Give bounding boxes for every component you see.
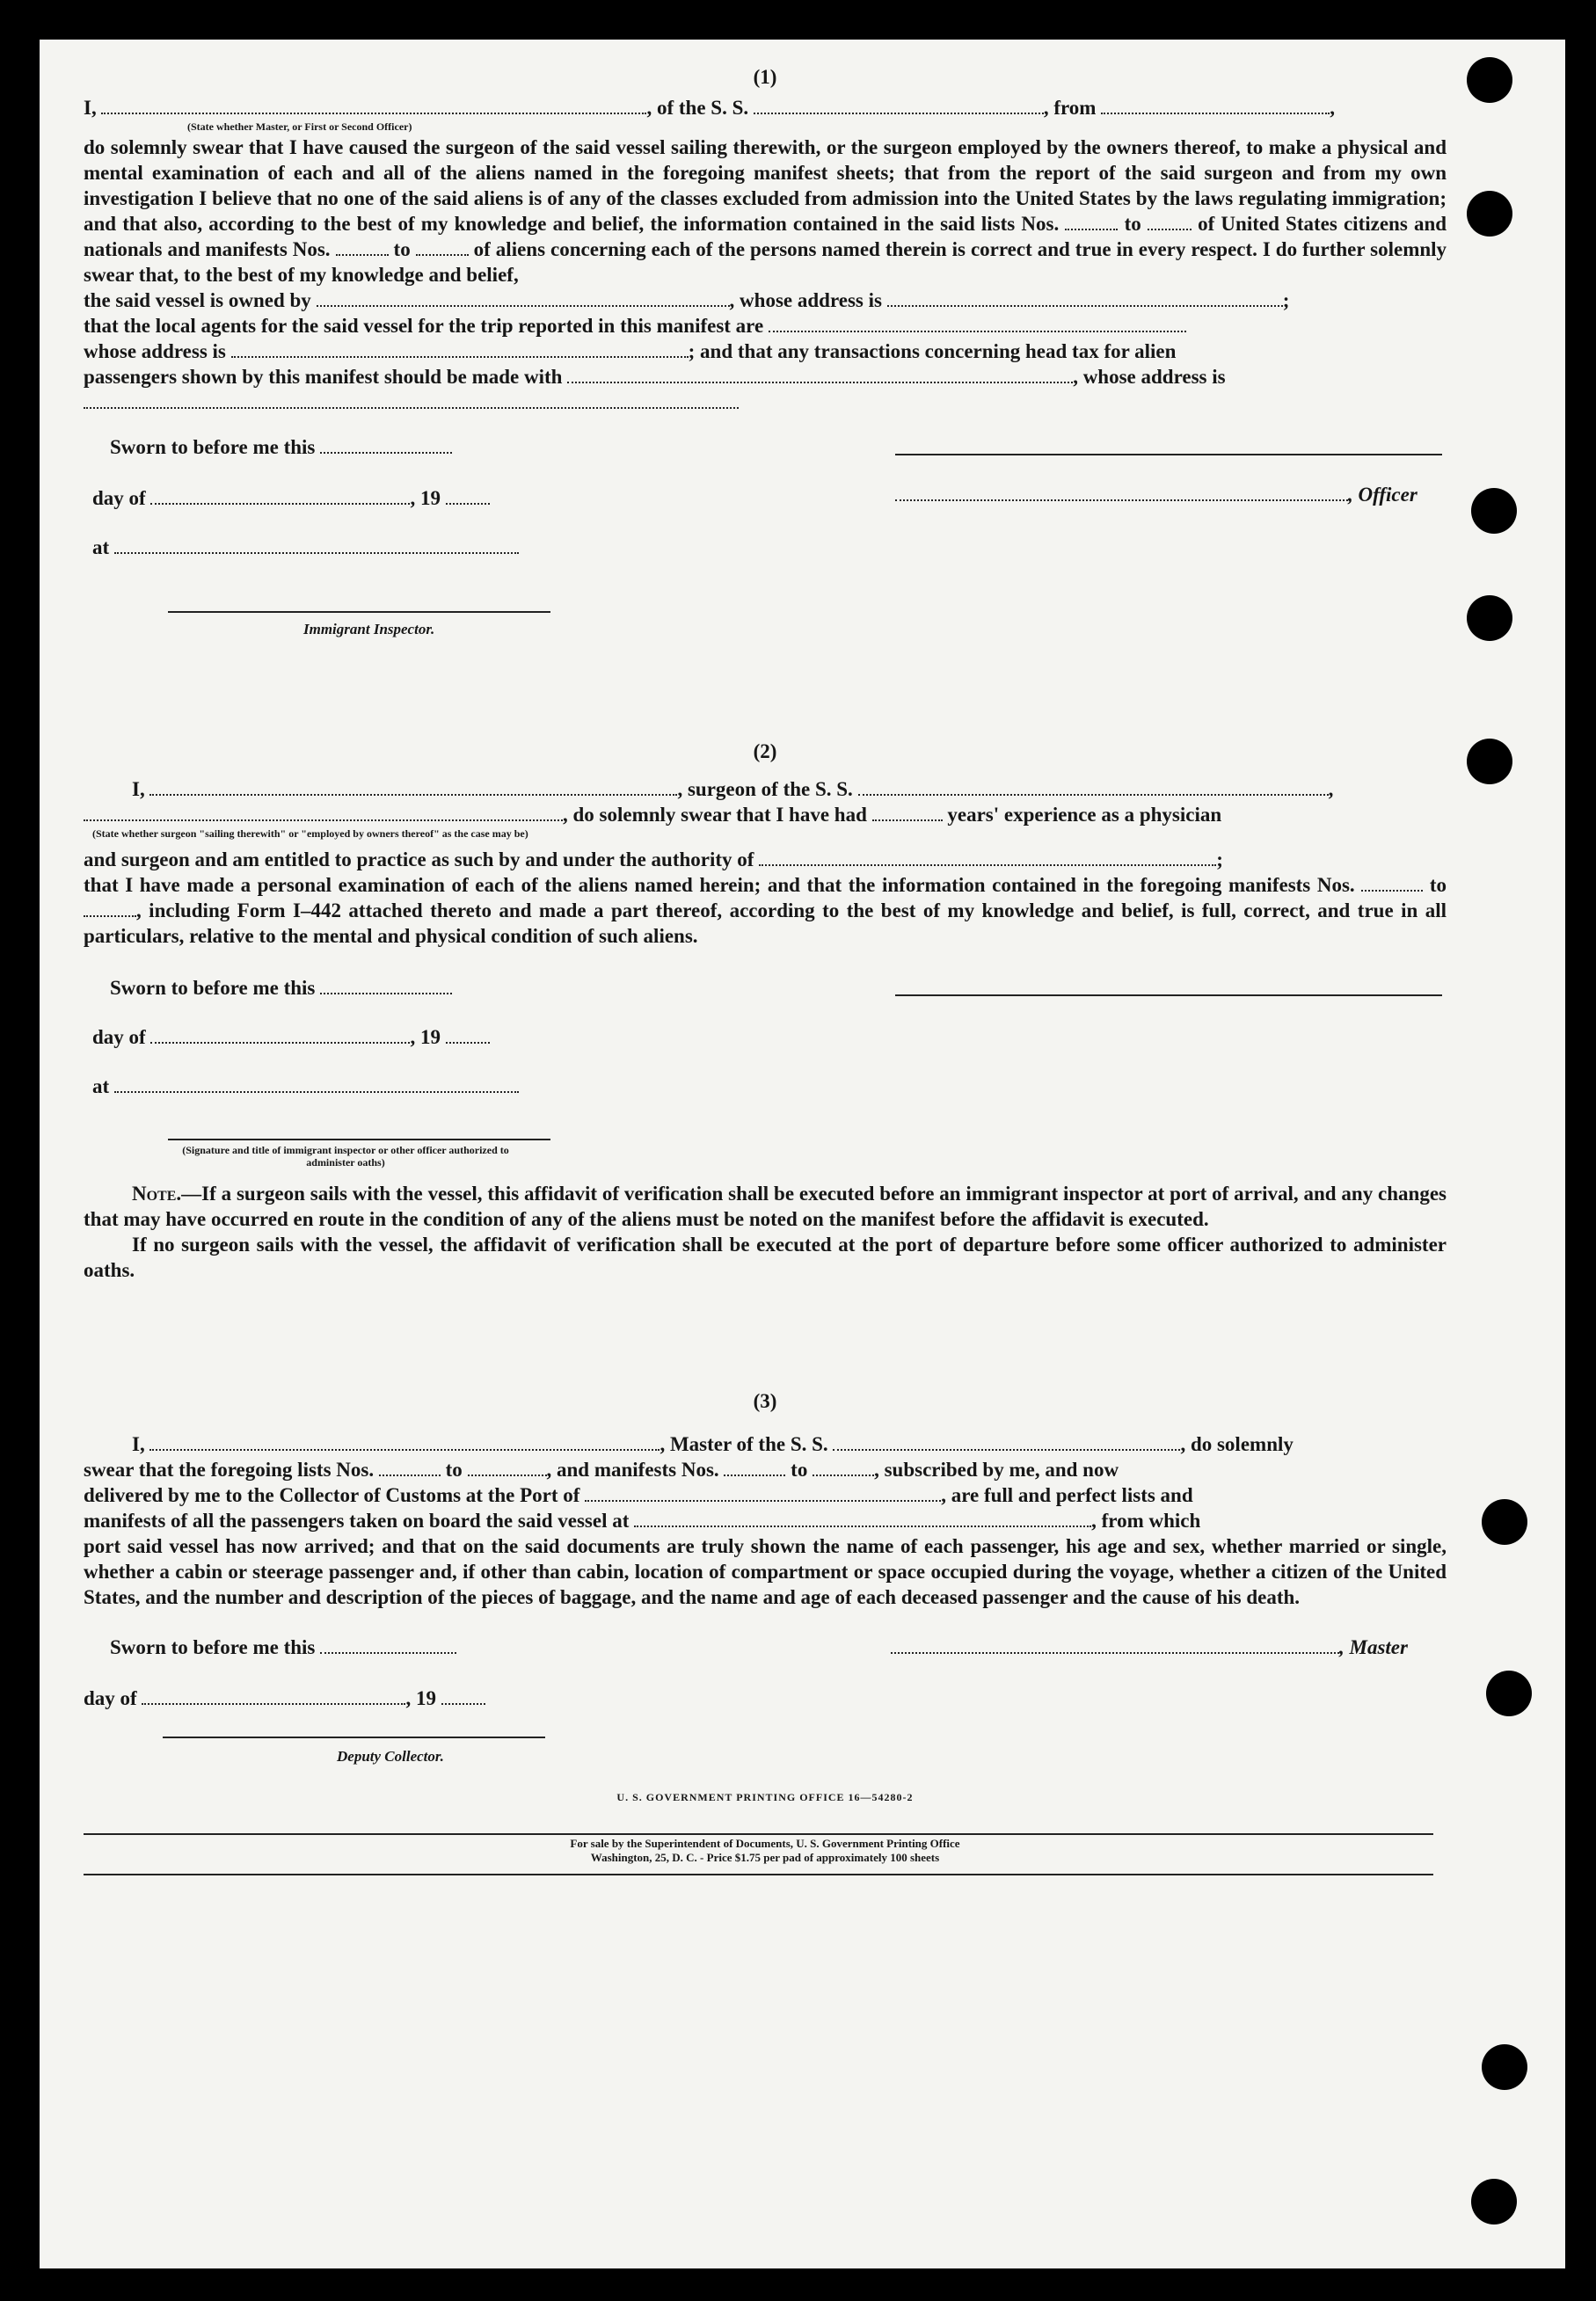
authority-field[interactable]: [759, 847, 1216, 866]
punch-hole: [1467, 595, 1512, 641]
label-day-of: day of: [84, 1687, 137, 1709]
printing-office: U. S. GOVERNMENT PRINTING OFFICE 16—54280-2: [616, 1791, 914, 1803]
label-at: at: [92, 1075, 110, 1097]
officer-name-field[interactable]: [101, 95, 646, 114]
at-location-field[interactable]: [114, 535, 519, 554]
head-tax-contact-field[interactable]: [567, 364, 1073, 383]
note-text: —If a surgeon sails with the vessel, this affidavit of verification shall be executed before an immigrant inspector at port of arrival, and any changes that may have occurred en route in the condition of any of the aliens must be noted on the manifest before the affidavit is executed.: [84, 1183, 1447, 1230]
officer-signature-line-1[interactable]: [895, 454, 1442, 455]
section-3-port-line: [84, 1482, 1447, 1508]
section-2-second-line: [84, 802, 1447, 827]
label-officer: , Officer: [1348, 484, 1417, 506]
form-page: [40, 40, 1565, 2268]
label-sworn: Sworn to before me this: [110, 1636, 316, 1658]
paragraph-text: , and manifests Nos.: [546, 1459, 719, 1481]
year-field[interactable]: [441, 1686, 485, 1705]
year-field[interactable]: [446, 1024, 490, 1044]
paragraph-text: passengers shown by this manifest should be made with: [84, 366, 563, 388]
section-3-number: (3): [753, 1390, 777, 1412]
owned-by-line: [84, 288, 1447, 313]
sworn-day-field[interactable]: [320, 975, 452, 994]
deputy-caption: Deputy Collector.: [337, 1748, 444, 1765]
surgeon-name-field[interactable]: [149, 776, 677, 796]
master-line: [891, 1635, 1408, 1660]
label-i: I,: [132, 778, 145, 800]
vessel-name-field[interactable]: [754, 95, 1044, 114]
label-at: at: [92, 536, 110, 558]
label-whose-address: whose address is: [84, 340, 226, 362]
surgeon-manifests-to-field[interactable]: [84, 898, 136, 917]
footer-divider: [84, 1833, 1433, 1835]
punch-hole: [1471, 2179, 1517, 2225]
deputy-signature-line[interactable]: [163, 1737, 545, 1738]
sworn-day-field[interactable]: [320, 1635, 456, 1654]
label-owned-by: the said vessel is owned by: [84, 289, 311, 311]
label-day-of: day of: [92, 487, 146, 509]
label-to: to: [1124, 213, 1141, 235]
head-tax-address-field[interactable]: [84, 390, 739, 409]
section-2-number: (2): [753, 740, 777, 762]
sale-line-2: Washington, 25, D. C. - Price $1.75 per pad of approximately 100 sheets: [590, 1851, 940, 1864]
lists-from-field[interactable]: [1065, 211, 1118, 230]
inspector-signature-line[interactable]: [168, 611, 550, 613]
section-1-paragraph: [84, 135, 1447, 288]
section-3-paragraph: port said vessel has now arrived; and that on the said documents are truly shown the name of each passenger, his age and sex, whether married or single, whether a cabin or steerage passenger and, if other than cabin, location of compartment or space occupied during the voyage, whether a citizen of the United States, and the number and description of the pieces of baggage, and the name and age of each deceased passenger and the cause of his death.: [84, 1535, 1447, 1608]
sworn-line: [110, 1635, 456, 1660]
section-3-vessel-at-line: [84, 1508, 1447, 1533]
label-year: , 19: [405, 1687, 436, 1709]
sworn-day-field[interactable]: [320, 434, 452, 454]
local-agents-line: [84, 313, 1447, 339]
at-line: [92, 1074, 519, 1099]
master-vessel-field[interactable]: [833, 1431, 1180, 1451]
punch-hole: [1467, 57, 1512, 103]
sworn-line: [110, 434, 452, 460]
label-from: , from: [1043, 97, 1097, 119]
paragraph-text: swear that the foregoing lists Nos.: [84, 1459, 375, 1481]
surgeon-status-field[interactable]: [84, 802, 563, 821]
surgeon-manifests-from-field[interactable]: [1361, 872, 1423, 892]
owner-field[interactable]: [317, 288, 730, 307]
section-1-number: (1): [753, 66, 777, 88]
comma: ,: [1330, 97, 1335, 119]
at-location-field[interactable]: [114, 1074, 519, 1093]
section-2-signatures: [84, 963, 1447, 1139]
label-to: to: [1429, 874, 1447, 896]
month-field[interactable]: [150, 1024, 410, 1044]
paragraph-text: that I have made a personal examination of each of the aliens named herein; and that the information contained in the foregoing manifests Nos.: [84, 874, 1355, 896]
section-2-caption: (State whether surgeon "sailing therewith" or "employed by owners thereof" as the case may be): [92, 827, 528, 840]
paragraph-text: of aliens concerning each of the persons named therein is correct and true in every respect. I do further solemnly swear that, to the best of my knowledge and belief,: [84, 238, 1447, 286]
section-1-first-line: [84, 95, 1447, 120]
manifests-from-field[interactable]: [336, 237, 389, 256]
master-lists-from-field[interactable]: [379, 1457, 441, 1476]
month-field[interactable]: [142, 1686, 405, 1705]
master-signature-field[interactable]: [891, 1635, 1339, 1654]
paragraph-text: , are full and perfect lists and: [941, 1484, 1193, 1506]
label-whose-address: , whose address is: [1073, 366, 1226, 388]
label-master: , Master: [1339, 1636, 1408, 1658]
section-3-lists-line: [84, 1457, 1447, 1482]
punch-hole: [1467, 739, 1512, 784]
semicolon: ;: [1282, 289, 1290, 311]
day-of-line: [92, 1024, 490, 1050]
sale-line-1: For sale by the Superintendent of Documents, U. S. Government Printing Office: [570, 1837, 960, 1850]
paragraph-text: , including Form I–442 attached thereto and made a part thereof, according to the best of my knowledge and belief, is full, correct, and true in all particulars, relative to the mental and physical condition of such aliens.: [84, 899, 1447, 947]
officer-signature-line-2[interactable]: [168, 1139, 550, 1140]
section-2-first-line: [132, 776, 1447, 802]
paragraph-text: , do solemnly swear that I have had: [563, 804, 867, 826]
comma: ,: [1328, 778, 1334, 800]
note-label: Note.: [132, 1183, 182, 1205]
semicolon: ;: [1216, 848, 1223, 870]
departure-port-field[interactable]: [634, 1508, 1091, 1527]
label-sworn: Sworn to before me this: [110, 977, 316, 999]
officer-line: [895, 482, 1417, 507]
surgeon-signature-line[interactable]: [895, 994, 1442, 996]
years-experience-field[interactable]: [872, 802, 943, 821]
from-port-field[interactable]: [1101, 95, 1330, 114]
note-paragraph: [84, 1181, 1447, 1232]
footer-divider-bottom: [84, 1874, 1433, 1875]
label-sworn: Sworn to before me this: [110, 436, 316, 458]
paragraph-text: ; and that any transactions concerning head tax for alien: [688, 340, 1177, 362]
section-1-caption: (State whether Master, or First or Second Officer): [187, 120, 412, 133]
lists-to-field[interactable]: [1148, 211, 1192, 230]
paragraph-text: and surgeon and am entitled to practice as such by and under the authority of: [84, 848, 754, 870]
label-year: , 19: [410, 487, 441, 509]
local-agents-field[interactable]: [769, 313, 1186, 332]
label-day-of: day of: [92, 1026, 146, 1048]
paragraph-text: of United States citizens and nationals and manifests Nos.: [84, 213, 1447, 260]
label-to: to: [393, 238, 411, 260]
paragraph-text: , subscribed by me, and now: [874, 1459, 1119, 1481]
section-3-signatures: [84, 1627, 1447, 1742]
punch-hole: [1471, 488, 1517, 534]
month-field[interactable]: [150, 485, 410, 505]
label-of-ss: , of the S. S.: [646, 97, 749, 119]
note-paragraph-2: If no surgeon sails with the vessel, the affidavit of verification shall be executed at the port of departure before some officer authorized to administer oaths.: [84, 1234, 1447, 1281]
label-whose-address: , whose address is: [729, 289, 882, 311]
label-to: to: [791, 1459, 808, 1481]
port-field[interactable]: [585, 1482, 941, 1502]
section-1-signatures: [84, 422, 1447, 611]
surgeon-vessel-field[interactable]: [858, 776, 1329, 796]
manifests-to-field[interactable]: [416, 237, 469, 256]
form-content: [84, 64, 1447, 1875]
paragraph-text: , from which: [1091, 1510, 1201, 1532]
head-tax-line: [84, 364, 1447, 390]
paragraph-text: delivered by me to the Collector of Customs at the Port of: [84, 1484, 580, 1506]
authority-line: [84, 847, 1447, 872]
master-manifests-to-field[interactable]: [813, 1457, 874, 1476]
master-name-field[interactable]: [149, 1431, 660, 1451]
day-of-line: [84, 1686, 485, 1711]
label-i: I,: [84, 97, 97, 119]
year-field[interactable]: [446, 485, 490, 505]
section-2-paragraph: [84, 872, 1447, 949]
head-tax-address-line: [84, 390, 1447, 415]
punch-hole: [1486, 1671, 1532, 1716]
punch-hole: [1482, 2044, 1527, 2090]
label-to: to: [445, 1459, 463, 1481]
sworn-line: [110, 975, 452, 1001]
section-3-first-line: [132, 1431, 1447, 1457]
label-master-of-ss: , Master of the S. S.: [660, 1433, 828, 1455]
paragraph-text: , do solemnly: [1180, 1433, 1294, 1455]
sig-caption: (Signature and title of immigrant inspector or other officer authorized to administer oaths): [182, 1144, 509, 1169]
paragraph-text: manifests of all the passengers taken on board the said vessel at: [84, 1510, 630, 1532]
label-local-agents: that the local agents for the said vessel for the trip reported in this manifest are: [84, 315, 764, 337]
officer-signature-field[interactable]: [895, 482, 1348, 501]
punch-hole: [1482, 1499, 1527, 1545]
label-year: , 19: [410, 1026, 441, 1048]
label-surgeon-of-ss: , surgeon of the S. S.: [677, 778, 853, 800]
punch-hole: [1467, 191, 1512, 237]
agents-address-line: [84, 339, 1447, 364]
master-lists-to-field[interactable]: [468, 1457, 547, 1476]
inspector-caption: Immigrant Inspector.: [303, 621, 435, 637]
day-of-line: [92, 485, 490, 511]
label-i: I,: [132, 1433, 145, 1455]
agents-address-field[interactable]: [231, 339, 689, 358]
paragraph-text: years' experience as a physician: [947, 804, 1222, 826]
at-line: [92, 535, 519, 560]
owner-address-field[interactable]: [887, 288, 1283, 307]
master-manifests-from-field[interactable]: [724, 1457, 785, 1476]
paragraph-text: do solemnly swear that I have caused the surgeon of the said vessel sailing therewith, or the surgeon employed by the owners thereof, to make a physical and mental examination of each and all of the aliens named in the foregoing manifest sheets; that from the report of the said surgeon and from my own investigation I believe that no one of the said aliens is of any of the classes excluded from admission into the United States by the laws regulating immigration; and that also, according to the best of my knowledge and belief, the information contained in the said lists Nos.: [84, 136, 1447, 235]
